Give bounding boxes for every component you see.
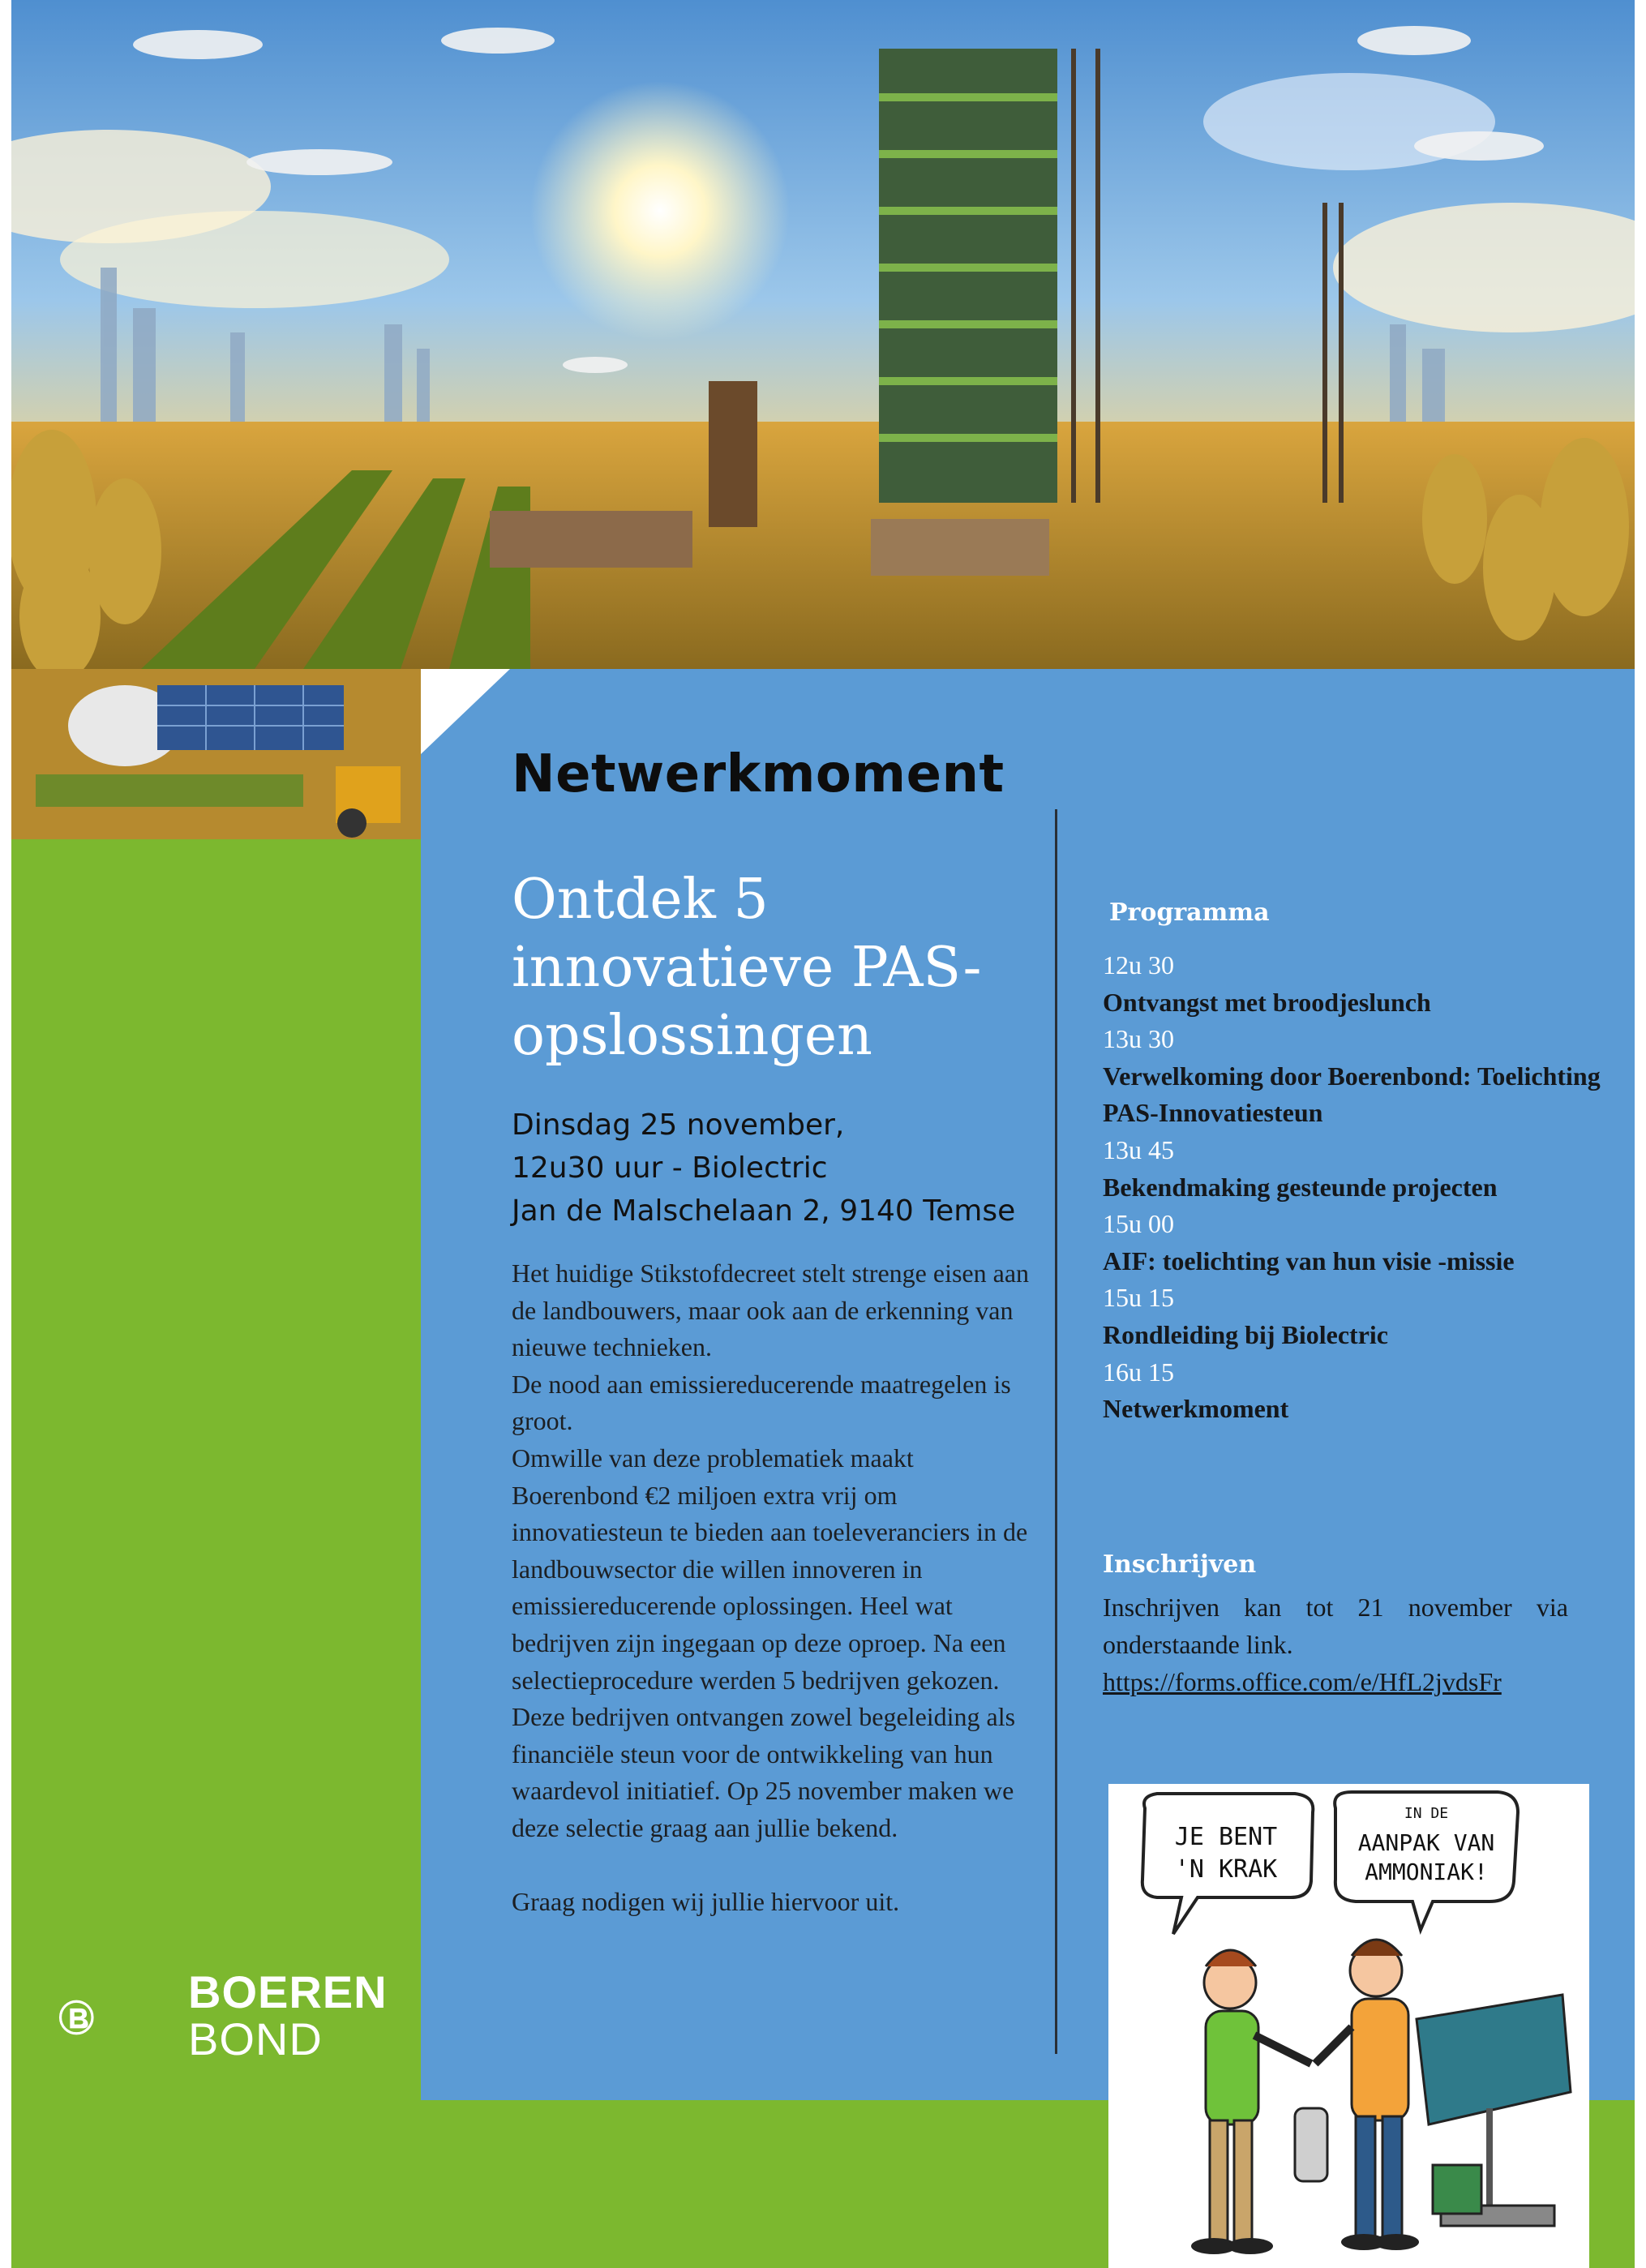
description-paragraph: De nood aan emissiereducerende maatregelen is groot. (512, 1369, 1011, 1436)
logo-line1: BOEREN (188, 1966, 388, 2017)
corner-notch (421, 669, 510, 754)
description-paragraph: Het huidige Stikstofdecreet stelt strenge eisen aan de landbouwers, maar ook aan de erkenning van nieuwe technieken. (512, 1258, 1030, 1362)
boerenbond-logo-text (188, 1966, 388, 2064)
event-description (512, 1255, 1047, 1920)
program-time: 13u 45 (1103, 1134, 1174, 1164)
flyer (11, 0, 1635, 2268)
program-time: 12u 30 (1103, 950, 1174, 980)
event-date-location (512, 1104, 1063, 1233)
column-divider (1055, 809, 1057, 2054)
program-title: Programma (1109, 898, 1270, 927)
program-item: Netwerkmoment (1103, 1394, 1289, 1424)
program-time: 16u 15 (1103, 1357, 1174, 1387)
program-item: Ontvangst met broodjeslunch (1103, 987, 1431, 1017)
program-item: AIF: toelichting van hun visie -missie (1103, 1245, 1515, 1275)
bubble-right-small: IN DE (1404, 1805, 1449, 1822)
registration-text: Inschrijven kan tot 21 november via onderstaande link. (1103, 1593, 1568, 1659)
event-subtitle: Ontdek 5 innovatieve PAS-opslossingen (512, 868, 982, 1068)
boerenbond-logo (58, 1961, 172, 2074)
program-item: Rondleiding bij Biolectric (1103, 1319, 1388, 1349)
registration-title: Inschrijven (1103, 1550, 1257, 1579)
farm-illustration-bottom (11, 669, 421, 839)
futuristic-farm-illustration (11, 0, 1635, 669)
cartoon-illustration (1108, 1784, 1589, 2268)
description-paragraph: Omwille van deze problematiek maakt Boerenbond €2 miljoen extra vrij om innovatiesteun te bieden aan toeleveranciers in de landbouwsector die willen innoveren in emissiereducerende oplossingen. Heel wat bedrijven zijn ingegaan op deze oproep. Na een selectieprocedure werden 5 bedrijven gekozen. Deze bedrijven ontvangen zowel begeleiding als financiële steun voor de ontwikkeling van hun waardevol initiatief. Op 25 november maken we deze selectie graag aan jullie bekend. (512, 1443, 1028, 1842)
program-item: Bekendmaking gesteunde projecten (1103, 1172, 1498, 1202)
event-address-line: Jan de Malschelaan 2, 9140 Temse (512, 1194, 1016, 1228)
event-date-line: Dinsdag 25 november, (512, 1108, 845, 1142)
closing-text: Graag nodigen wij jullie hiervoor uit. (512, 1886, 900, 1916)
program-time: 13u 30 (1103, 1024, 1174, 1054)
program-list (1103, 947, 1630, 1428)
page-title: Netwerkmoment (512, 744, 1005, 804)
logo-line2: BOND (188, 2013, 323, 2064)
bubble-right-line1: AANPAK VAN (1357, 1829, 1495, 1856)
program-time: 15u 00 (1103, 1209, 1174, 1239)
bubble-right-line2: AMMONIAK! (1365, 1859, 1488, 1885)
bubble-left-line2: 'N KRAK (1174, 1855, 1278, 1884)
event-time-line: 12u30 uur - Biolectric (512, 1151, 828, 1185)
bubble-left-line1: JE BENT (1174, 1823, 1278, 1851)
registration-link[interactable]: https://forms.office.com/e/HfL2jvdsFr (1103, 1667, 1502, 1696)
program-time: 15u 15 (1103, 1283, 1174, 1313)
program-item: Verwelkoming door Boerenbond: Toelichting PAS-Innovatiesteun (1103, 1061, 1601, 1128)
